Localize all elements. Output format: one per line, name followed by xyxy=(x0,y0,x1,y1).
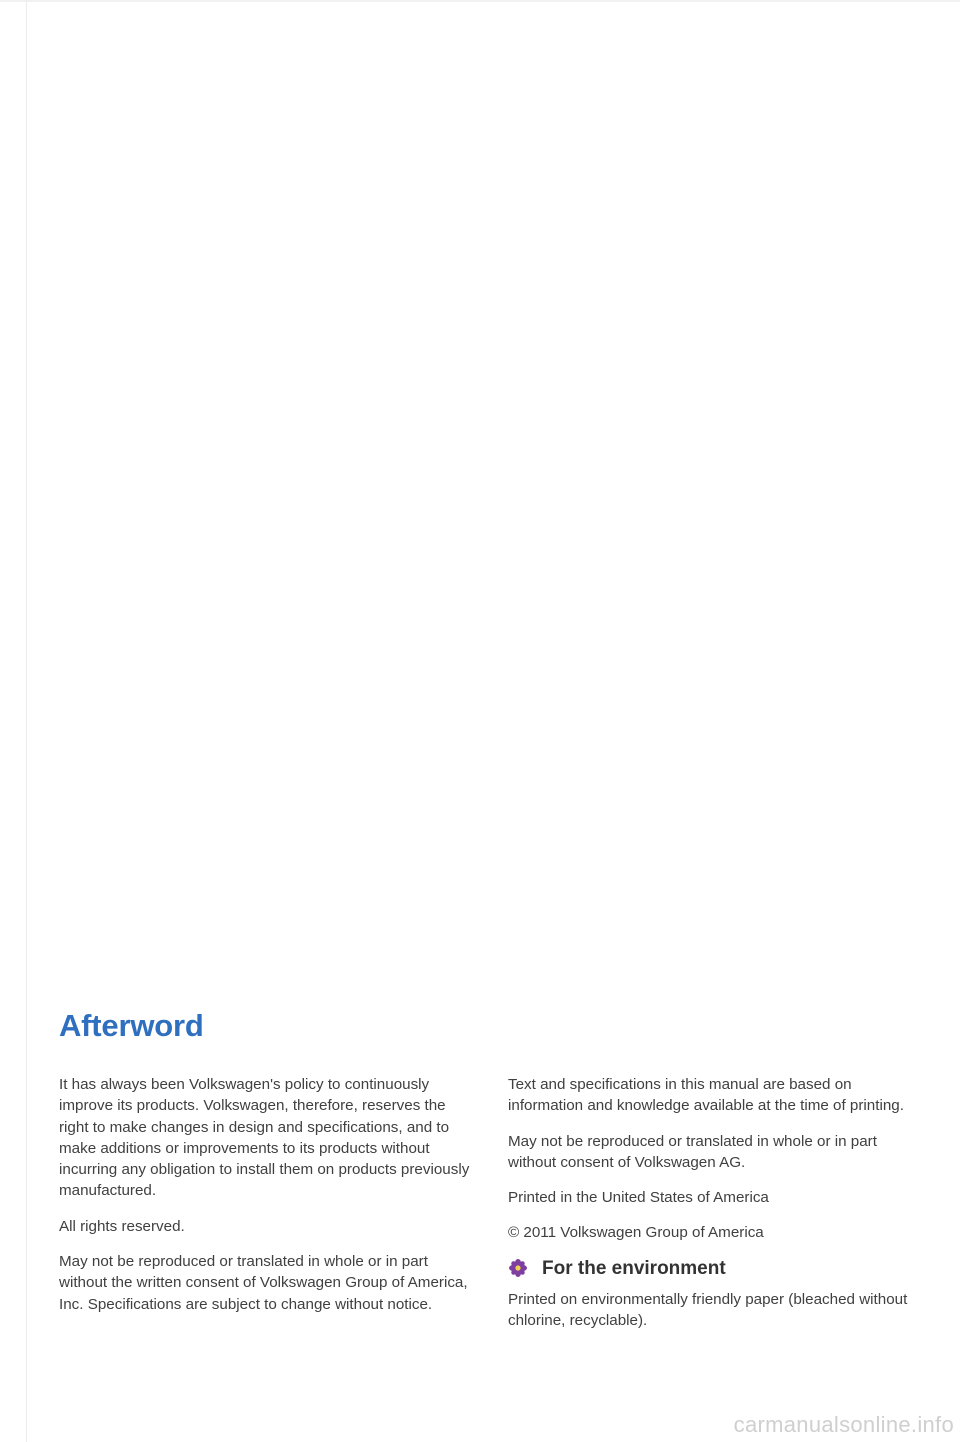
specs-paragraph: Text and specifications in this manual are based on information and knowledge available at the time of printing. xyxy=(508,1076,904,1115)
page-gutter-line xyxy=(26,0,27,1442)
consent-paragraph: May not be reproduced or translated in whole or in part without consent of Volkswagen AG. xyxy=(508,1132,877,1171)
right-column xyxy=(508,1074,923,1346)
page-top-edge xyxy=(0,0,960,2)
environment-title: For the environment xyxy=(542,1257,726,1279)
watermark-text: carmanualsonline.info xyxy=(733,1412,954,1437)
flower-icon xyxy=(508,1258,528,1278)
printed-paragraph: Printed in the United States of America xyxy=(508,1189,769,1207)
page-title: Afterword xyxy=(59,1008,204,1043)
copyright-paragraph: © 2011 Volkswagen Group of America xyxy=(508,1224,764,1242)
left-column xyxy=(59,1074,471,1329)
reproduction-paragraph: May not be reproduced or translated in whole or in part without the written consent of Volkswagen Group of America, Inc. Specifications are subject to change without notice. xyxy=(59,1253,468,1313)
environment-paragraph: Printed on environmentally friendly paper (bleached without chlorine, recyclable). xyxy=(508,1291,908,1330)
environment-heading xyxy=(508,1258,923,1279)
policy-paragraph: It has always been Volkswagen's policy to continuously improve its products. Volkswagen, therefore, reserves the right to make changes in design and specifications, and to make additions or improvements to its products without incurring any obligation to install them on products previously manufactured. xyxy=(59,1076,470,1200)
rights-paragraph: All rights reserved. xyxy=(59,1217,185,1235)
